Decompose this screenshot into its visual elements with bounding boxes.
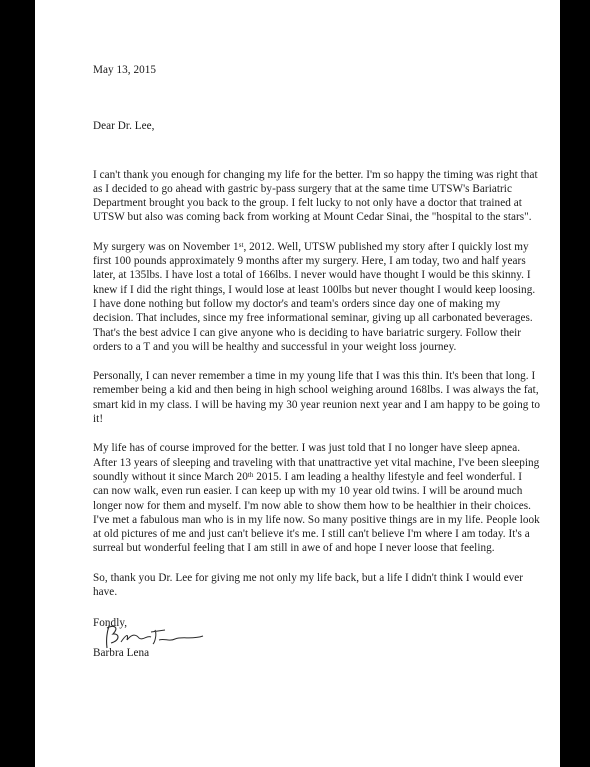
signer-name: Barbra Lena <box>93 647 150 660</box>
paragraph-text: Personally, I can never remember a time in my young life that I was this thin. It's been that long. I remember being a kid and then being in high school weighing around 168lbs. I was always the fat, smart kid in my class. I will be having my 30 year reunion next year and I am happy to be going to it! <box>93 370 541 426</box>
ordinal-suffix: st <box>238 240 244 249</box>
paragraph-gratitude <box>93 168 540 225</box>
paragraph-text: I can't thank you enough for changing my life for the better. I'm so happy the timing was right that as I decided to go ahead with gastric by-pass surgery that at the same time UTSW's Bariatric Department brought you back to the group. I felt lucky to not only have a doctor that trained at UTSW but also was coming back from working at Mount Cedar Sinai, the "hospital to the stars". <box>93 168 538 224</box>
paragraph-text: So, thank you Dr. Lee for giving me not only my life back, but a life I didn't think I would ever have. <box>93 571 524 599</box>
paragraph-text: My surgery was on November 1 <box>93 240 239 253</box>
letter-page <box>35 0 560 767</box>
paragraph-personal <box>93 369 540 426</box>
paragraph-text: , 2012. Well, UTSW published my story after I quickly lost my first 100 pounds approximately 9 months after my surgery. Here, I am today, two and half years later, at 135lbs. I have lost a total of 166lbs. I never would have thought I would be this skinny. I knew if I did the right things, I would lose at least 100lbs but never thought I would keep loosing. I have done nothing but follow my doctor's and team's orders since day one of making my decision. That includes, since my free informational seminar, giving up all carbonated beverages. That's the best advice I can give anyone who is deciding to have bariatric surgery. Follow their orders to a T and you will be healthy and successful in your weight loss journey. <box>93 240 536 353</box>
paragraph-thanks <box>93 571 540 600</box>
closing-word: Fondly, <box>93 617 128 630</box>
letter-date: May 13, 2015 <box>93 64 157 76</box>
paragraph-text: 2015. I am leading a healthy lifestyle and feel wonderful. I can now walk, even run easier. I can keep up with my 10 year old twins. I will be around much longer now for them and myself. I'm now able to show them how to be healthier in their choices. I've met a fabulous man who is in my life now. So many positive things are in my life. People look at old pictures of me and just can't believe it's me. I still can't believe I'm where I am today. It's a surreal but wonderful feeling that I am still in awe of and hope I never loose that feeling. <box>93 470 540 555</box>
ordinal-suffix: th <box>247 470 254 479</box>
salutation: Dear Dr. Lee, <box>93 120 155 133</box>
paragraph-life-improved <box>93 441 540 555</box>
paragraph-text: My life has of course improved for the better. I was just told that I no longer have sleep apnea. After 13 years of sleeping and traveling with that unattractive yet vital machine, I've been sleeping soundly without it since March 20 <box>93 442 540 483</box>
paragraph-surgery <box>93 240 540 354</box>
closing-block <box>93 616 540 660</box>
